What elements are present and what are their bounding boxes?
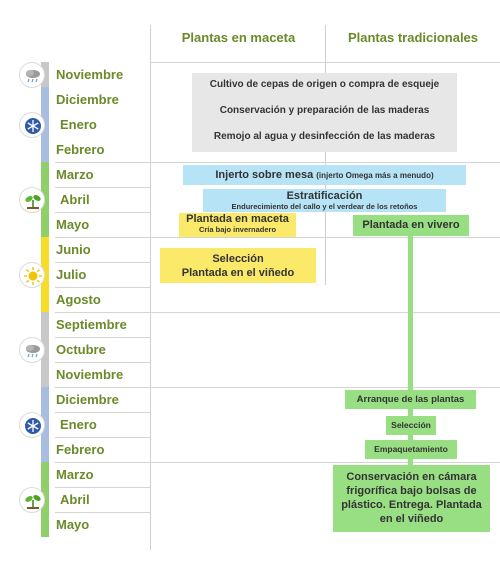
month-label: Marzo <box>56 167 94 182</box>
pot-planting-label: Plantada en maceta <box>186 213 289 225</box>
grid-line <box>55 462 500 463</box>
grid-line <box>55 237 500 238</box>
month-label: Agosto <box>56 292 101 307</box>
pot-planting-subtitle: Cría bajo invernadero <box>198 225 277 234</box>
grid-line <box>150 62 500 63</box>
sprout-icon <box>19 487 45 513</box>
month-label: Mayo <box>56 217 90 232</box>
month-label: Noviembre <box>56 67 124 82</box>
step-pot-selection <box>160 248 316 283</box>
header-pot-plants: Plantas en maceta <box>181 30 296 45</box>
column-divider-left <box>150 25 151 550</box>
month-label: Abril <box>60 192 90 207</box>
month-label: Diciembre <box>56 392 119 407</box>
month-label: Enero <box>60 417 97 432</box>
snowflake-icon <box>19 112 45 138</box>
month-label: Mayo <box>56 517 90 532</box>
step-cultivation: Cultivo de cepas de origen o compra de esqueje <box>209 79 440 90</box>
month-label: Julio <box>56 267 87 282</box>
month-label: Febrero <box>56 442 105 457</box>
pot-selection-label: Selección <box>212 253 264 265</box>
grafting-label: Injerto sobre mesa <box>215 169 314 181</box>
pot-vineyard-label: Plantada en el viñedo <box>181 267 295 279</box>
month-label: Enero <box>60 117 97 132</box>
month-label: Septiembre <box>56 317 127 332</box>
grid-line <box>55 387 500 388</box>
month-label: Junio <box>56 242 91 257</box>
step-nursery-planting: Plantada en vivero <box>353 215 469 236</box>
month-label: Abril <box>60 492 90 507</box>
rain-cloud-icon <box>19 337 45 363</box>
grafting-note: (injerto Omega más a menudo) <box>316 171 434 180</box>
grid-line <box>55 162 500 163</box>
step-stratification <box>203 189 446 212</box>
sun-icon <box>19 262 45 288</box>
month-label: Noviembre <box>56 367 124 382</box>
snowflake-icon <box>19 412 45 438</box>
nursery-path-line <box>408 236 413 391</box>
preparation-block <box>192 73 457 152</box>
month-label: Octubre <box>56 342 106 357</box>
stratification-subtitle: Endurecimiento del callo y el verdear de los retoños <box>231 202 418 211</box>
step-grafting <box>183 165 466 185</box>
month-label: Diciembre <box>56 92 119 107</box>
month-label: Febrero <box>56 142 105 157</box>
step-cold-storage: Conservación en cámara frigorífica bajo bolsas de plástico. Entrega. Plantada en el viñedo <box>333 465 490 532</box>
step-selection: Selección <box>386 416 436 435</box>
step-conservation-wood: Conservación y preparación de las maderas <box>219 105 430 116</box>
header-traditional-plants: Plantas tradicionales <box>347 30 479 45</box>
step-pot-planting <box>179 213 296 237</box>
step-soaking: Remojo al agua y desinfección de las maderas <box>213 131 436 142</box>
column-divider-middle <box>325 25 326 285</box>
month-label: Marzo <box>56 467 94 482</box>
step-uprooting: Arranque de las plantas <box>345 390 476 409</box>
stratification-label: Estratificación <box>286 190 363 202</box>
rain-cloud-icon <box>19 62 45 88</box>
step-packing: Empaquetamiento <box>365 440 457 459</box>
sprout-icon <box>19 187 45 213</box>
